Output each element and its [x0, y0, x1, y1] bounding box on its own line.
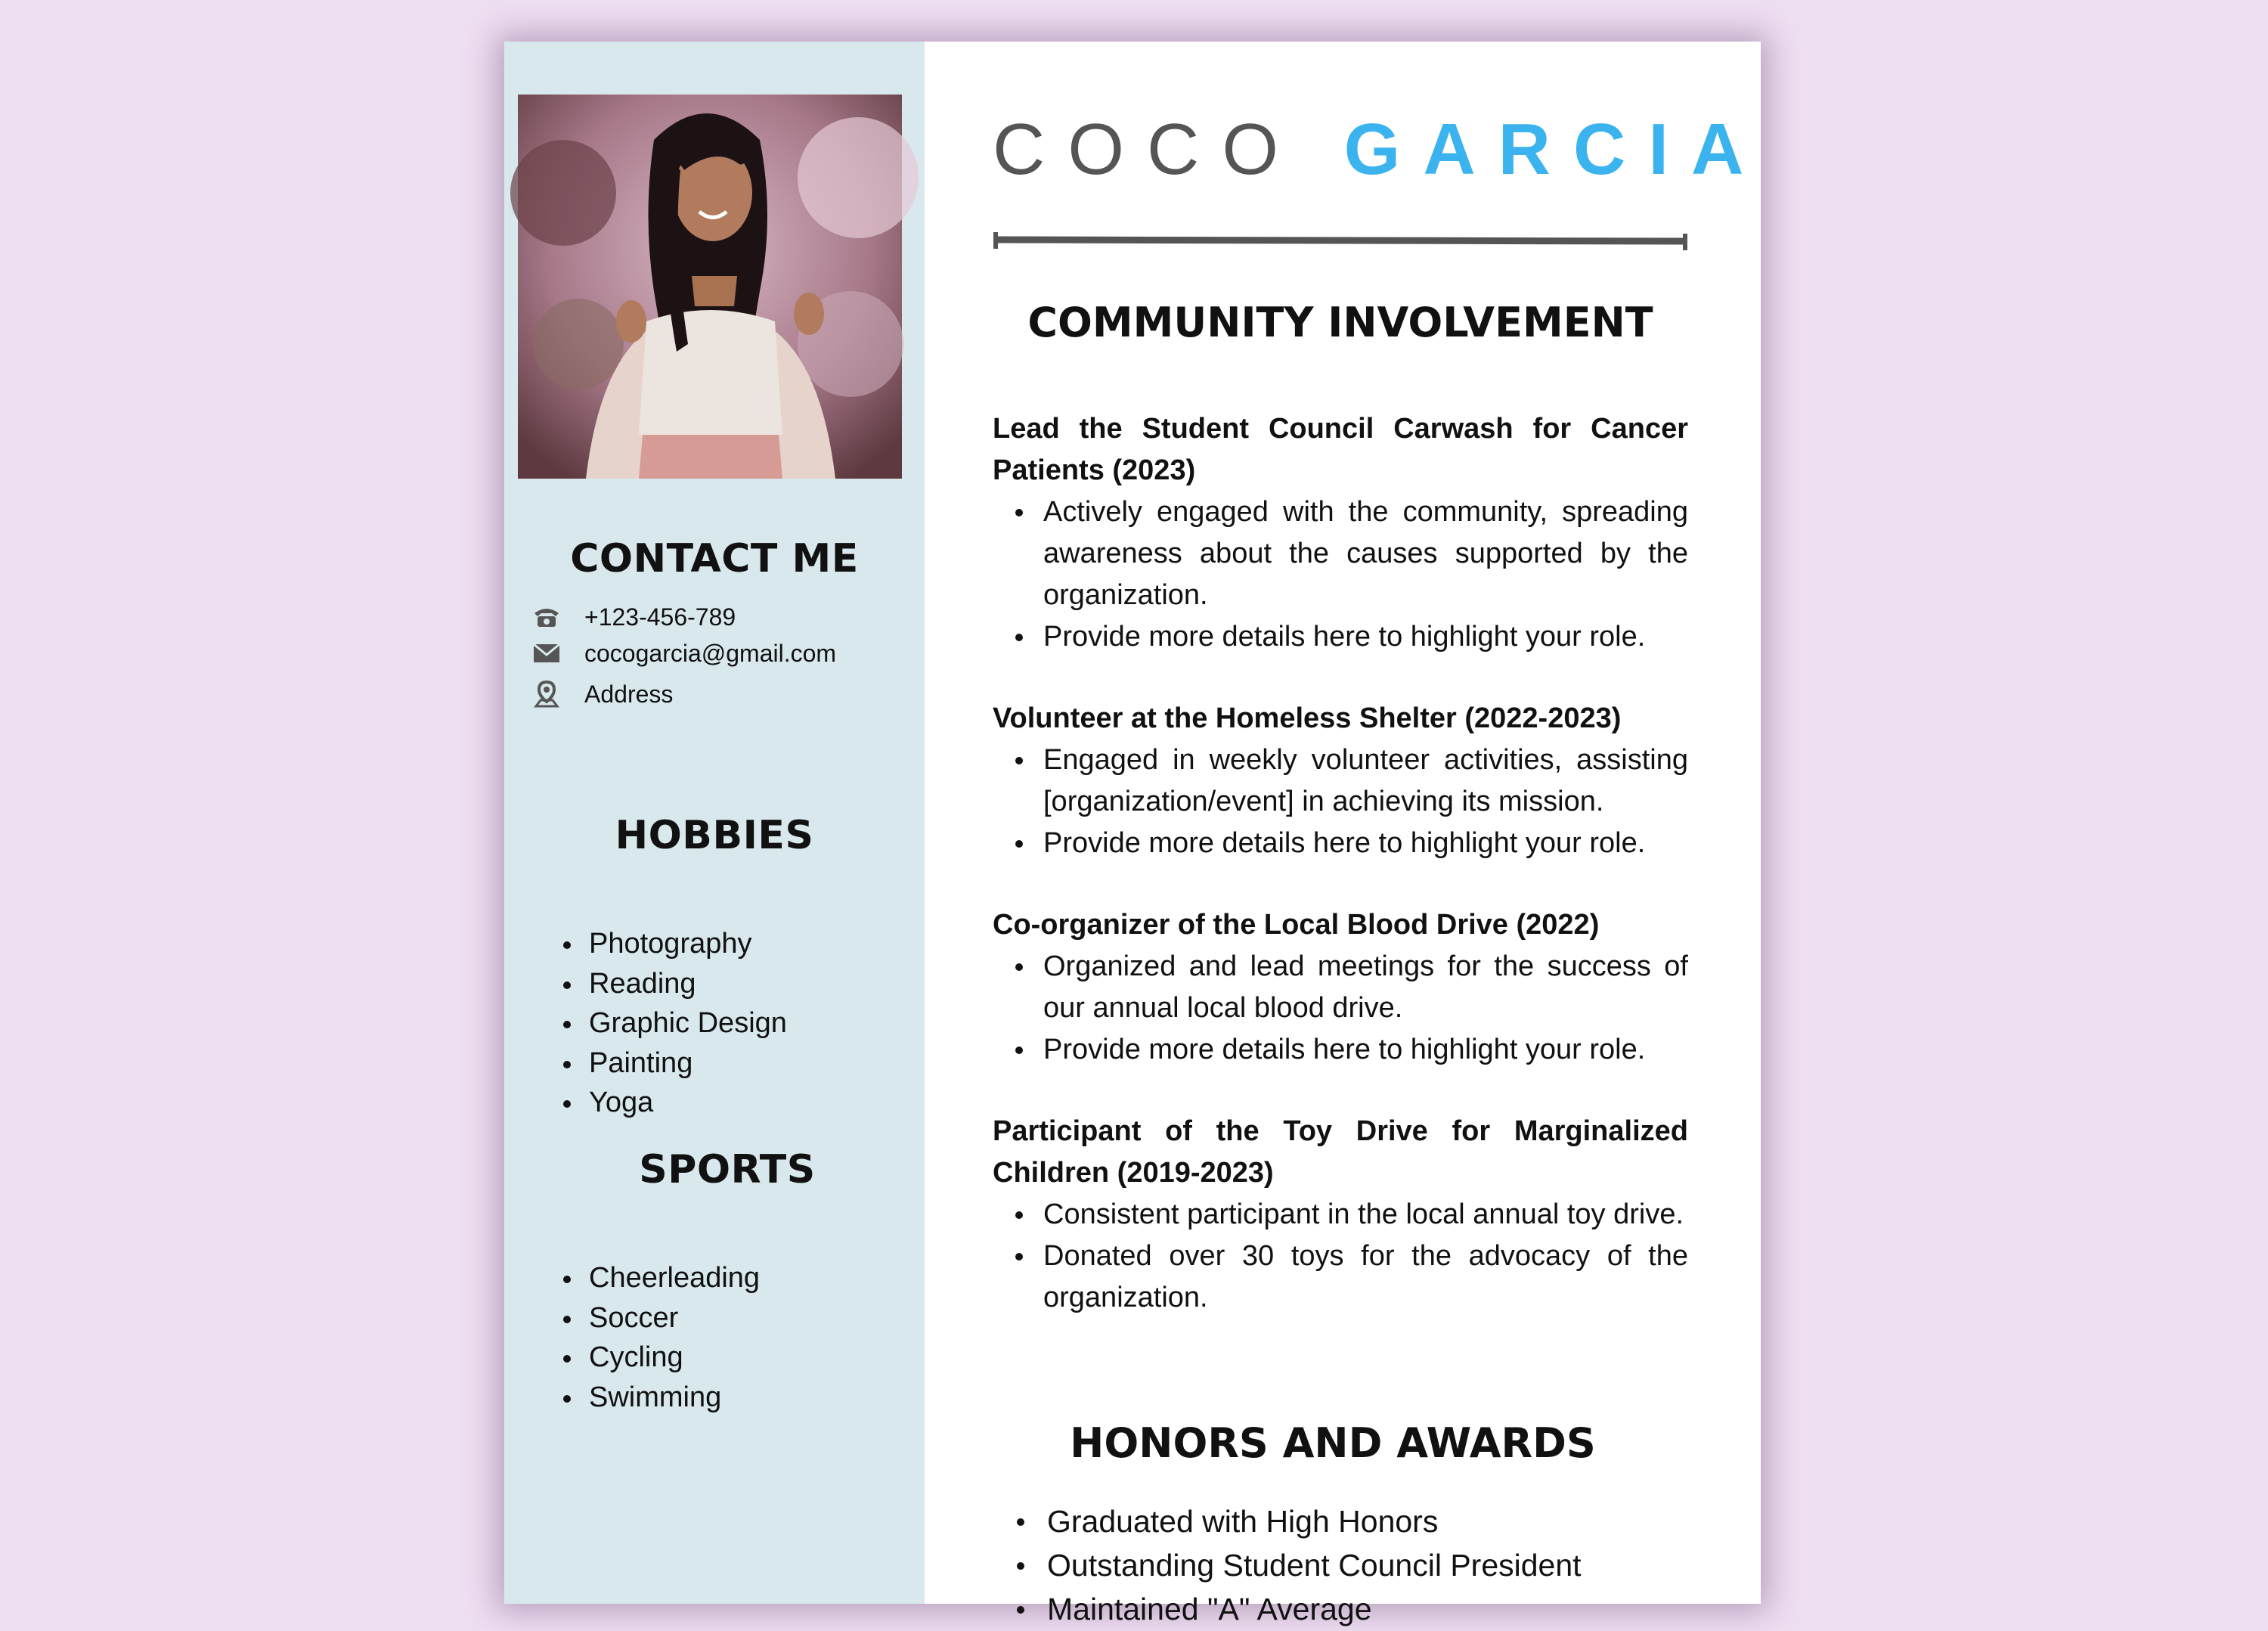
list-item: Organized and lead meetings for the success of our annual local blood drive. — [993, 946, 1688, 1029]
awards-list — [993, 1499, 1688, 1631]
list-item: Outstanding Student Council President — [993, 1543, 1688, 1587]
sports-heading: SPORTS — [639, 1147, 816, 1192]
resume-page — [504, 42, 1767, 1626]
entry-bullets — [993, 491, 1688, 658]
list-item: Provide more details here to highlight your role. — [993, 823, 1688, 864]
list-item: Maintained "A" Average — [993, 1587, 1688, 1631]
list-item: Actively engaged with the community, spreading awareness about the causes supported by the organization. — [993, 491, 1688, 616]
page-title — [993, 108, 1767, 191]
list-item: Reading — [557, 964, 787, 1004]
list-item: Swimming — [557, 1378, 760, 1418]
contact-phone[interactable] — [531, 600, 736, 634]
community-heading: COMMUNITY INVOLVEMENT — [1027, 299, 1653, 346]
list-item: Provide more details here to highlight your role. — [993, 616, 1688, 658]
phone-icon — [531, 602, 562, 632]
location-icon — [531, 679, 562, 709]
list-item: Photography — [557, 924, 787, 964]
list-item: Graduated with High Honors — [993, 1499, 1688, 1543]
list-item: Soccer — [557, 1298, 760, 1338]
contact-address[interactable] — [531, 678, 673, 711]
list-item: Provide more details here to highlight your role. — [993, 1029, 1688, 1071]
entry-title: Volunteer at the Homeless Shelter (2022-2023) — [993, 702, 1622, 734]
phone-text: +123-456-789 — [584, 603, 736, 631]
list-item: Painting — [557, 1043, 787, 1084]
entry-bullets — [993, 740, 1688, 864]
awards-heading: HONORS AND AWARDS — [1070, 1419, 1596, 1467]
entry-bullets — [993, 1194, 1688, 1319]
first-name: COCO — [993, 109, 1301, 190]
entry-title: Co-organizer of the Local Blood Drive (2022) — [993, 909, 1600, 941]
list-item: Consistent participant in the local annual toy drive. — [993, 1194, 1688, 1236]
entry-title: Participant of the Toy Drive for Marginalized Children (2019-2023) — [993, 1115, 1688, 1189]
sports-list — [557, 1258, 760, 1417]
contact-email[interactable] — [531, 637, 836, 670]
entry-title: Lead the Student Council Carwash for Cancer Patients (2023) — [993, 413, 1688, 486]
hobbies-list — [557, 924, 787, 1123]
list-item: Yoga — [557, 1083, 787, 1123]
list-item: Engaged in weekly volunteer activities, assisting [organization/event] in achieving its mission. — [993, 740, 1688, 823]
email-text: cocogarcia@gmail.com — [584, 639, 837, 667]
title-divider — [993, 226, 1688, 256]
list-item: Graphic Design — [557, 1003, 787, 1043]
address-text: Address — [584, 680, 674, 708]
last-name: GARCIA — [1343, 109, 1767, 190]
hobbies-heading: HOBBIES — [615, 813, 814, 858]
list-item: Cheerleading — [557, 1258, 760, 1298]
contact-heading: CONTACT ME — [570, 536, 859, 581]
sidebar — [504, 42, 925, 1604]
profile-photo — [518, 95, 902, 479]
list-item: Donated over 30 toys for the advocacy of the organization. — [993, 1236, 1688, 1319]
list-item: Cycling — [557, 1338, 760, 1378]
entry-bullets — [993, 946, 1688, 1071]
email-icon — [531, 638, 562, 668]
